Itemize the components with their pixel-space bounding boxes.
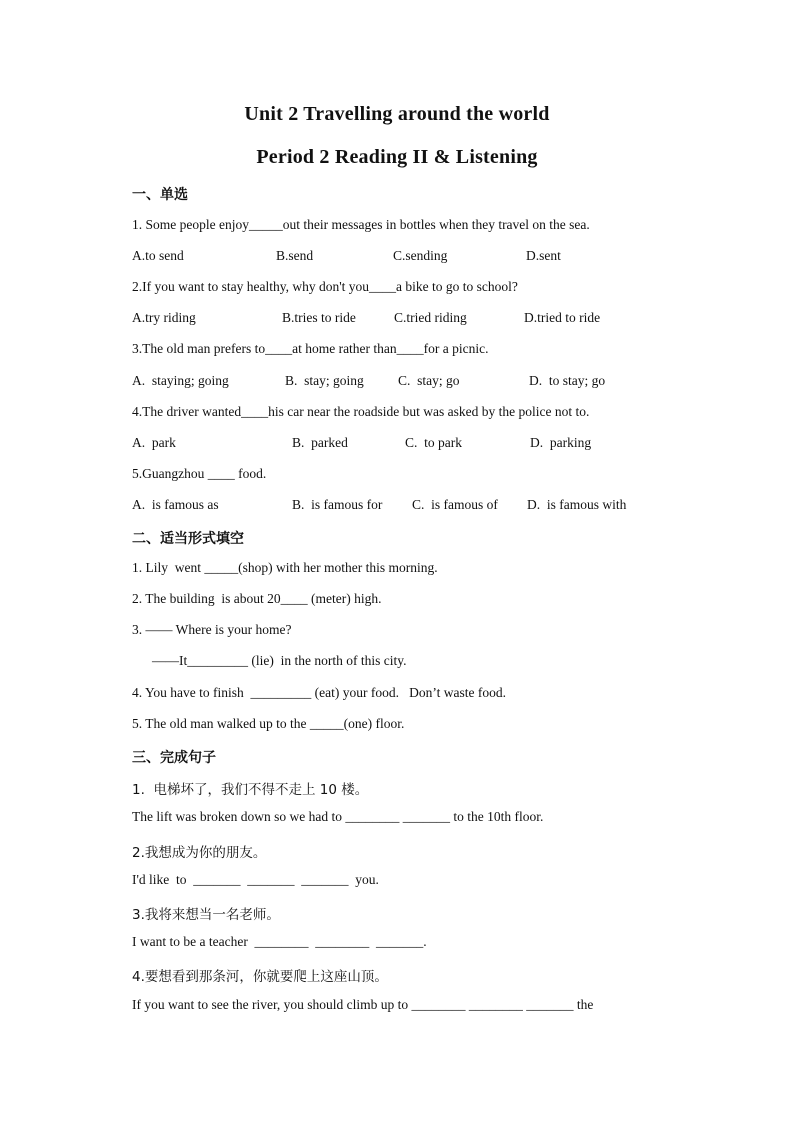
fill-item-3-question: 3. —— Where is your home?: [132, 622, 292, 637]
section-1-heading: 一、单选: [132, 187, 188, 203]
question-1-stem: 1. Some people enjoy_____out their messages in bottles when they travel on the sea.: [132, 217, 590, 232]
sentence-3-english: I want to be a teacher ________ ________ _______.: [132, 934, 427, 949]
sentence-4-english: If you want to see the river, you should climb up to ________ ________ _______ the: [132, 997, 594, 1012]
sentence-2-chinese: 2.我想成为你的朋友。: [132, 845, 267, 861]
question-2-option-c: C.tried riding: [394, 310, 467, 325]
question-1-option-d: D.sent: [526, 248, 561, 263]
sentence-1-english: The lift was broken down so we had to ________ _______ to the 10th floor.: [132, 809, 544, 824]
question-1-option-a: A.to send: [132, 248, 184, 263]
question-5-option-c: C. is famous of: [412, 497, 498, 512]
question-2-option-a: A.try riding: [132, 310, 196, 325]
question-4-option-d: D. parking: [530, 435, 592, 450]
question-4-stem: 4.The driver wanted____his car near the roadside but was asked by the police not to.: [132, 404, 590, 419]
sentence-4-chinese: 4.要想看到那条河，你就要爬上这座山顶。: [132, 969, 388, 985]
question-3-option-b: B. stay; going: [285, 373, 364, 388]
sentence-2-english: I'd like to _______ _______ _______ you.: [132, 872, 379, 887]
question-5-option-b: B. is famous for: [292, 497, 383, 512]
question-3-option-c: C. stay; go: [398, 373, 460, 388]
sentence-1-chinese: 1. 电梯坏了，我们不得不走上 10 楼。: [132, 782, 369, 798]
question-2-option-d: D.tried to ride: [524, 310, 601, 325]
worksheet-title: Unit 2 Travelling around the world: [244, 103, 550, 125]
question-2-stem: 2.If you want to stay healthy, why don't you____a bike to go to school?: [132, 279, 518, 294]
question-1-option-b: B.send: [276, 248, 314, 263]
fill-item-1: 1. Lily went _____(shop) with her mother this morning.: [132, 560, 438, 575]
question-5-option-d: D. is famous with: [527, 497, 627, 512]
sentence-3-chinese: 3.我将来想当一名老师。: [132, 907, 280, 923]
question-5-option-a: A. is famous as: [132, 497, 219, 512]
question-3-option-a: A. staying; going: [132, 373, 229, 388]
question-2-option-b: B.tries to ride: [282, 310, 356, 325]
question-4-option-a: A. park: [132, 435, 176, 450]
question-4-option-b: B. parked: [292, 435, 348, 450]
fill-item-3-answer: ——It_________ (lie) in the north of this city.: [152, 653, 407, 668]
fill-item-2: 2. The building is about 20____ (meter) high.: [132, 591, 382, 606]
question-3-stem: 3.The old man prefers to____at home rather than____for a picnic.: [132, 341, 489, 356]
worksheet-subtitle: Period 2 Reading II & Listening: [256, 146, 538, 168]
fill-item-4: 4. You have to finish _________ (eat) your food. Don’t waste food.: [132, 685, 506, 700]
question-5-stem: 5.Guangzhou ____ food.: [132, 466, 267, 481]
fill-item-5: 5. The old man walked up to the _____(one) floor.: [132, 716, 405, 731]
section-3-heading: 三、完成句子: [132, 750, 216, 766]
section-2-heading: 二、适当形式填空: [132, 531, 244, 547]
question-3-option-d: D. to stay; go: [529, 373, 606, 388]
question-4-option-c: C. to park: [405, 435, 462, 450]
question-1-option-c: C.sending: [393, 248, 448, 263]
